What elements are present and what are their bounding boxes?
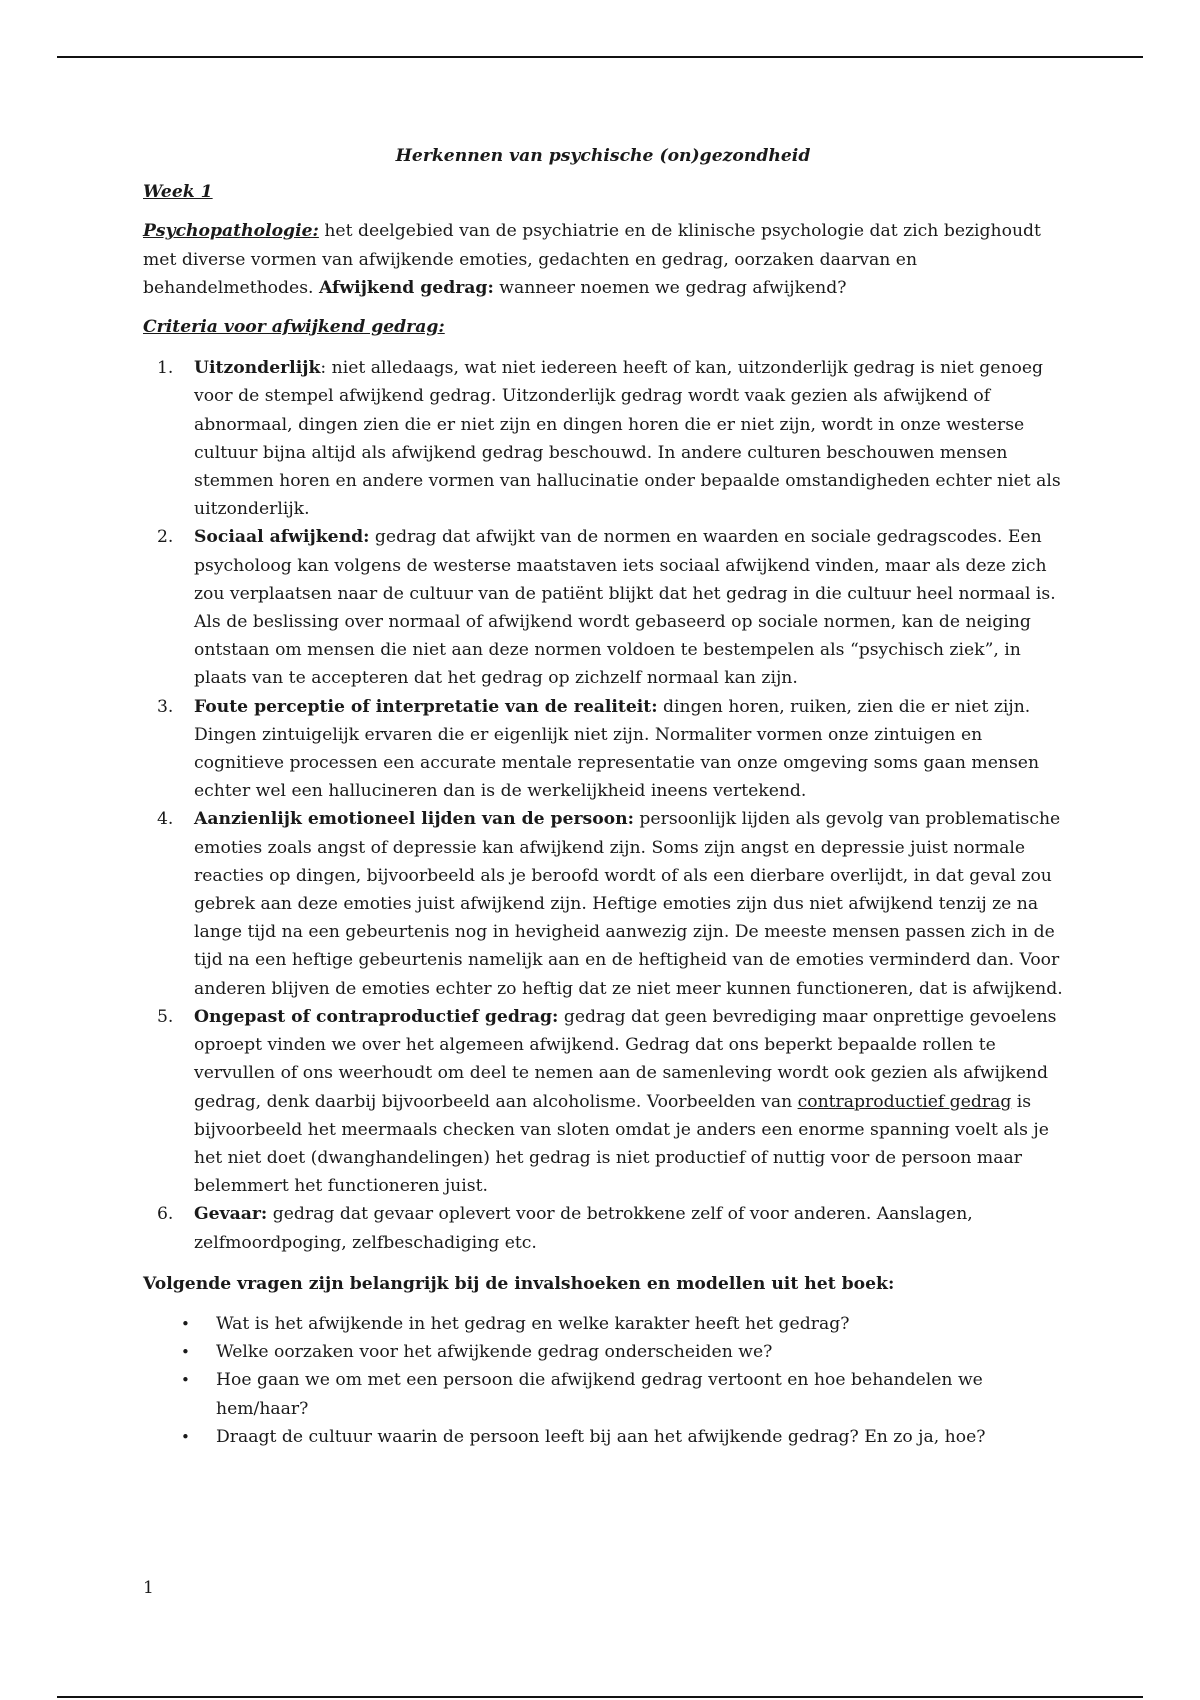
question-text: Hoe gaan we om met een persoon die afwijkend gedrag vertoont en hoe behandelen we hem/haar? — [216, 1370, 983, 1419]
criteria-heading: Criteria voor afwijkend gedrag: — [143, 317, 445, 338]
criteria-number: 5. — [157, 1006, 174, 1027]
bullet-icon: • — [181, 1427, 190, 1446]
week-heading: Week 1 — [143, 182, 213, 203]
intro-term: Psychopathologie: — [143, 221, 319, 242]
document-body — [143, 142, 1063, 1451]
bullet-icon: • — [181, 1314, 190, 1333]
criteria-text-after: is bijvoorbeeld het meermaals checken van sloten omdat je anders een enorme spanning voelt als je het niet doet (dwanghandelingen) het gedrag is niet productief of nuttig voor de persoon maar belemmert het functioneren juist. — [194, 1091, 1049, 1197]
criteria-item — [143, 1003, 1063, 1200]
criteria-item — [143, 693, 1063, 806]
question-item — [143, 1423, 1063, 1451]
underlined-phrase: contraproductief gedrag — [797, 1091, 1012, 1112]
criteria-text: : niet alledaags, wat niet iedereen heeft of kan, uitzonderlijk gedrag is niet genoeg voor de stempel afwijkend gedrag. Uitzonderlijk gedrag wordt vaak gezien als afwijkend of abnormaal, dingen zien die er niet zijn en dingen horen die er niet zijn, wordt in onze westerse cultuur bijna altijd als afwijkend gedrag beschouwd. In andere culturen beschouwen mensen stemmen horen en andere vormen van hallucinatie onder bepaalde omstandigheden echter niet als uitzonderlijk. — [194, 358, 1061, 520]
criteria-number: 2. — [157, 527, 174, 548]
criteria-item — [143, 523, 1063, 692]
criteria-number: 1. — [157, 358, 174, 379]
question-text: Welke oorzaken voor het afwijkende gedrag onderscheiden we? — [216, 1342, 773, 1363]
criteria-number: 3. — [157, 696, 174, 717]
criteria-text: gedrag dat geen bevrediging maar onprettige gevoelens oproept vinden we over het algemeen afwijkend. Gedrag dat ons beperkt bepaalde rollen te vervullen of ons weerhoudt om deel te nemen aan de samenleving wordt ook gezien als afwijkend gedrag, denk daarbij bijvoorbeeld aan alcoholisme. Voorbeelden van — [194, 1006, 1057, 1112]
criteria-text: persoonlijk lijden als gevolg van problematische emoties zoals angst of depressie kan afwijkend zijn. Soms zijn angst en depressie juist normale reacties op dingen, bijvoorbeeld als je beroofd wordt of als een dierbare overlijdt, in dat geval zou gebrek aan deze emoties juist afwijkend zijn. Heftige emoties zijn dus niet afwijkend tenzij ze na lange tijd na een gebeurtenis nog in hevigheid aanwezig zijn. De meeste mensen passen zich in de tijd na een heftige gebeurtenis namelijk aan en de heftigheid van de emoties verminderd dan. Voor anderen blijven de emoties echter zo heftig dat ze niet meer kunnen functioneren, dat is afwijkend. — [194, 809, 1063, 999]
bullet-icon: • — [181, 1371, 190, 1390]
criteria-term: Sociaal afwijkend: — [194, 527, 370, 548]
criteria-number: 6. — [157, 1204, 174, 1225]
footer-rule — [57, 1696, 1143, 1698]
criteria-term: Foute perceptie of interpretatie van de realiteit: — [194, 696, 658, 717]
criteria-text: gedrag dat afwijkt van de normen en waarden en sociale gedragscodes. Een psycholoog kan volgens de westerse maatstaven iets sociaal afwijkend vinden, maar als deze zich zou verplaatsen naar de cultuur van de patiënt blijkt dat het gedrag in die cultuur heel normaal is. Als de beslissing over normaal of afwijkend wordt gebaseerd op sociale normen, kan de neiging ontstaan om mensen die niet aan deze normen voldoen te bestempelen als “psychisch ziek”, in plaats van te accepteren dat het gedrag op zichzelf normaal kan zijn. — [194, 527, 1056, 689]
questions-list — [143, 1310, 1063, 1451]
criteria-term: Uitzonderlijk — [194, 358, 321, 379]
questions-heading: Volgende vragen zijn belangrijk bij de invalshoeken en modellen uit het boek: — [143, 1273, 895, 1294]
intro-paragraph — [143, 217, 1063, 302]
criteria-text: gedrag dat gevaar oplevert voor de betrokkene zelf of voor anderen. Aanslagen, zelfmoordpoging, zelfbeschadiging etc. — [194, 1204, 973, 1253]
question-text: Draagt de cultuur waarin de persoon leeft bij aan het afwijkende gedrag? En zo ja, hoe? — [216, 1426, 986, 1447]
criteria-term: Gevaar: — [194, 1204, 268, 1225]
page-number: 1 — [143, 1578, 154, 1598]
criteria-item — [143, 354, 1063, 523]
intro-term-2: Afwijkend gedrag: — [318, 277, 494, 298]
question-item — [143, 1310, 1063, 1338]
bullet-icon: • — [181, 1343, 190, 1362]
question-item — [143, 1338, 1063, 1366]
question-item — [143, 1366, 1063, 1422]
criteria-list — [143, 354, 1063, 1257]
criteria-item — [143, 805, 1063, 1002]
criteria-term: Ongepast of contraproductief gedrag: — [194, 1006, 559, 1027]
question-text: Wat is het afwijkende in het gedrag en welke karakter heeft het gedrag? — [216, 1313, 850, 1334]
criteria-text: dingen horen, ruiken, zien die er niet zijn. Dingen zintuigelijk ervaren die er eigenlijk niet zijn. Normaliter vormen onze zintuigen en cognitieve processen een accurate mentale representatie van onze omgeving soms gaan mensen echter wel een hallucineren dan is de werkelijkheid ineens vertekend. — [194, 696, 1040, 802]
criteria-number: 4. — [157, 809, 174, 830]
criteria-term: Aanzienlijk emotioneel lijden van de persoon: — [194, 809, 634, 830]
header-rule — [57, 56, 1143, 58]
criteria-item — [143, 1200, 1063, 1256]
intro-text: het deelgebied van de psychiatrie en de klinische psychologie dat zich bezighoudt met diverse vormen van afwijkende emoties, gedachten en gedrag, oorzaken daarvan en behandelmethodes. — [143, 221, 1041, 298]
intro-text-2: wanneer noemen we gedrag afwijkend? — [493, 277, 847, 298]
document-title: Herkennen van psychische (on)gezondheid — [395, 146, 811, 166]
